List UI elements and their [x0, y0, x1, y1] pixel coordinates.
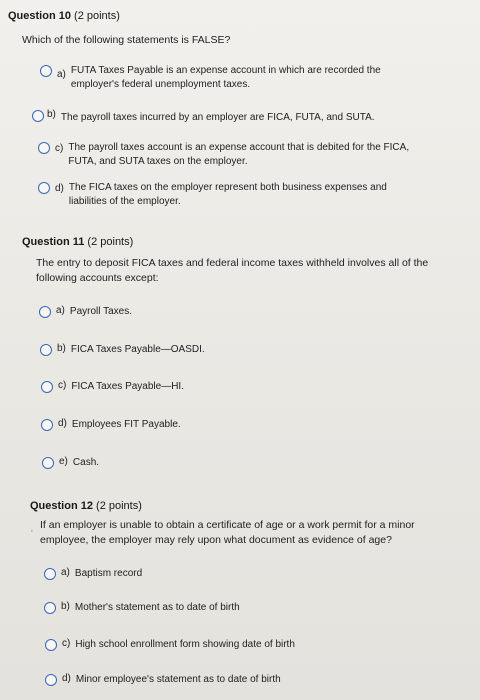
stray-mark: ’	[31, 529, 33, 538]
option-letter: a)	[61, 567, 70, 578]
question-11-option-d[interactable]	[41, 418, 181, 432]
radio-button[interactable]	[38, 182, 50, 194]
option-letter: c)	[58, 380, 67, 391]
question-10-prompt: Which of the following statements is FALSE?	[22, 34, 231, 46]
option-text: FICA Taxes Payable—OASDI.	[70, 344, 205, 355]
question-12-option-d[interactable]	[45, 673, 281, 687]
option-letter: e)	[59, 456, 68, 467]
question-title-text: Question 10	[8, 10, 71, 22]
prompt-line: following accounts except:	[36, 272, 159, 284]
radio-button[interactable]	[45, 639, 57, 651]
question-11-option-b[interactable]	[40, 343, 205, 357]
option-text: Mother's statement as to date of birth	[74, 602, 240, 613]
radio-button[interactable]	[44, 568, 56, 580]
radio-button[interactable]	[40, 344, 52, 356]
question-points: (2 points)	[74, 10, 120, 22]
question-11-option-a[interactable]	[39, 305, 132, 319]
option-text: Cash.	[72, 457, 100, 468]
question-10-title	[8, 10, 120, 22]
option-letter: d)	[62, 673, 71, 684]
option-letter: d)	[58, 418, 67, 429]
radio-button[interactable]	[41, 419, 53, 431]
question-11-title	[22, 236, 133, 248]
prompt-line: If an employer is unable to obtain a certificate of age or a work permit for a minor	[40, 519, 415, 531]
question-10-option-a[interactable]	[40, 64, 381, 92]
option-text: Baptism record	[74, 568, 143, 579]
option-letter: b)	[47, 109, 56, 120]
option-text-line: The FICA taxes on the employer represent both business expenses and	[68, 182, 387, 193]
prompt-line: employee, the employer may rely upon what document as evidence of age?	[40, 534, 392, 546]
option-letter: a)	[57, 69, 66, 80]
option-text	[61, 111, 375, 125]
option-letter: c)	[62, 638, 71, 649]
question-12-option-a[interactable]	[44, 567, 142, 581]
question-10-option-c[interactable]	[38, 141, 409, 169]
option-letter: c)	[55, 143, 64, 154]
option-text-line: The payroll taxes account is an expense account that is debited for the FICA,	[68, 142, 410, 153]
question-points: (2 points)	[87, 236, 134, 248]
option-text-line: The payroll taxes incurred by an employer are FICA, FUTA, and SUTA.	[60, 112, 375, 123]
option-letter: a)	[56, 305, 65, 316]
option-text-line: liabilities of the employer.	[68, 196, 181, 207]
radio-button[interactable]	[39, 306, 51, 318]
radio-button[interactable]	[45, 674, 57, 686]
option-text-line: FUTA Taxes Payable is an expense account in which are recorded the	[70, 65, 381, 76]
question-11-option-e[interactable]	[42, 456, 99, 470]
radio-button[interactable]	[32, 110, 44, 122]
option-text	[69, 181, 387, 209]
question-12-title	[30, 500, 142, 512]
option-letter: b)	[61, 601, 70, 612]
question-title-text: Question 12	[30, 500, 93, 512]
option-text: Minor employee's statement as to date of birth	[75, 674, 281, 685]
radio-button[interactable]	[42, 457, 54, 469]
radio-button[interactable]	[40, 65, 52, 77]
radio-button[interactable]	[38, 142, 50, 154]
option-text-line: FUTA, and SUTA taxes on the employer.	[68, 156, 248, 167]
question-points: (2 points)	[96, 500, 142, 512]
question-10-option-b[interactable]	[32, 109, 375, 125]
question-title-text: Question 11	[22, 236, 85, 248]
question-10-option-d[interactable]	[38, 181, 387, 209]
radio-button[interactable]	[44, 602, 56, 614]
option-text: High school enrollment form showing date of birth	[75, 639, 295, 650]
option-letter: b)	[57, 343, 66, 354]
question-11-option-c[interactable]	[41, 380, 184, 394]
question-12-prompt	[40, 518, 415, 548]
option-text: FICA Taxes Payable—HI.	[71, 381, 184, 392]
option-text: Employees FIT Payable.	[71, 419, 181, 430]
option-text	[68, 141, 409, 169]
option-text	[71, 64, 381, 92]
option-letter: d)	[55, 183, 64, 194]
question-11-prompt	[36, 256, 428, 286]
prompt-line: The entry to deposit FICA taxes and federal income taxes withheld involves all of the	[36, 257, 429, 269]
option-text: Payroll Taxes.	[69, 306, 132, 317]
question-12-option-b[interactable]	[44, 601, 240, 615]
option-text-line: employer's federal unemployment taxes.	[70, 79, 251, 90]
question-12-option-c[interactable]	[45, 638, 295, 652]
radio-button[interactable]	[41, 381, 53, 393]
